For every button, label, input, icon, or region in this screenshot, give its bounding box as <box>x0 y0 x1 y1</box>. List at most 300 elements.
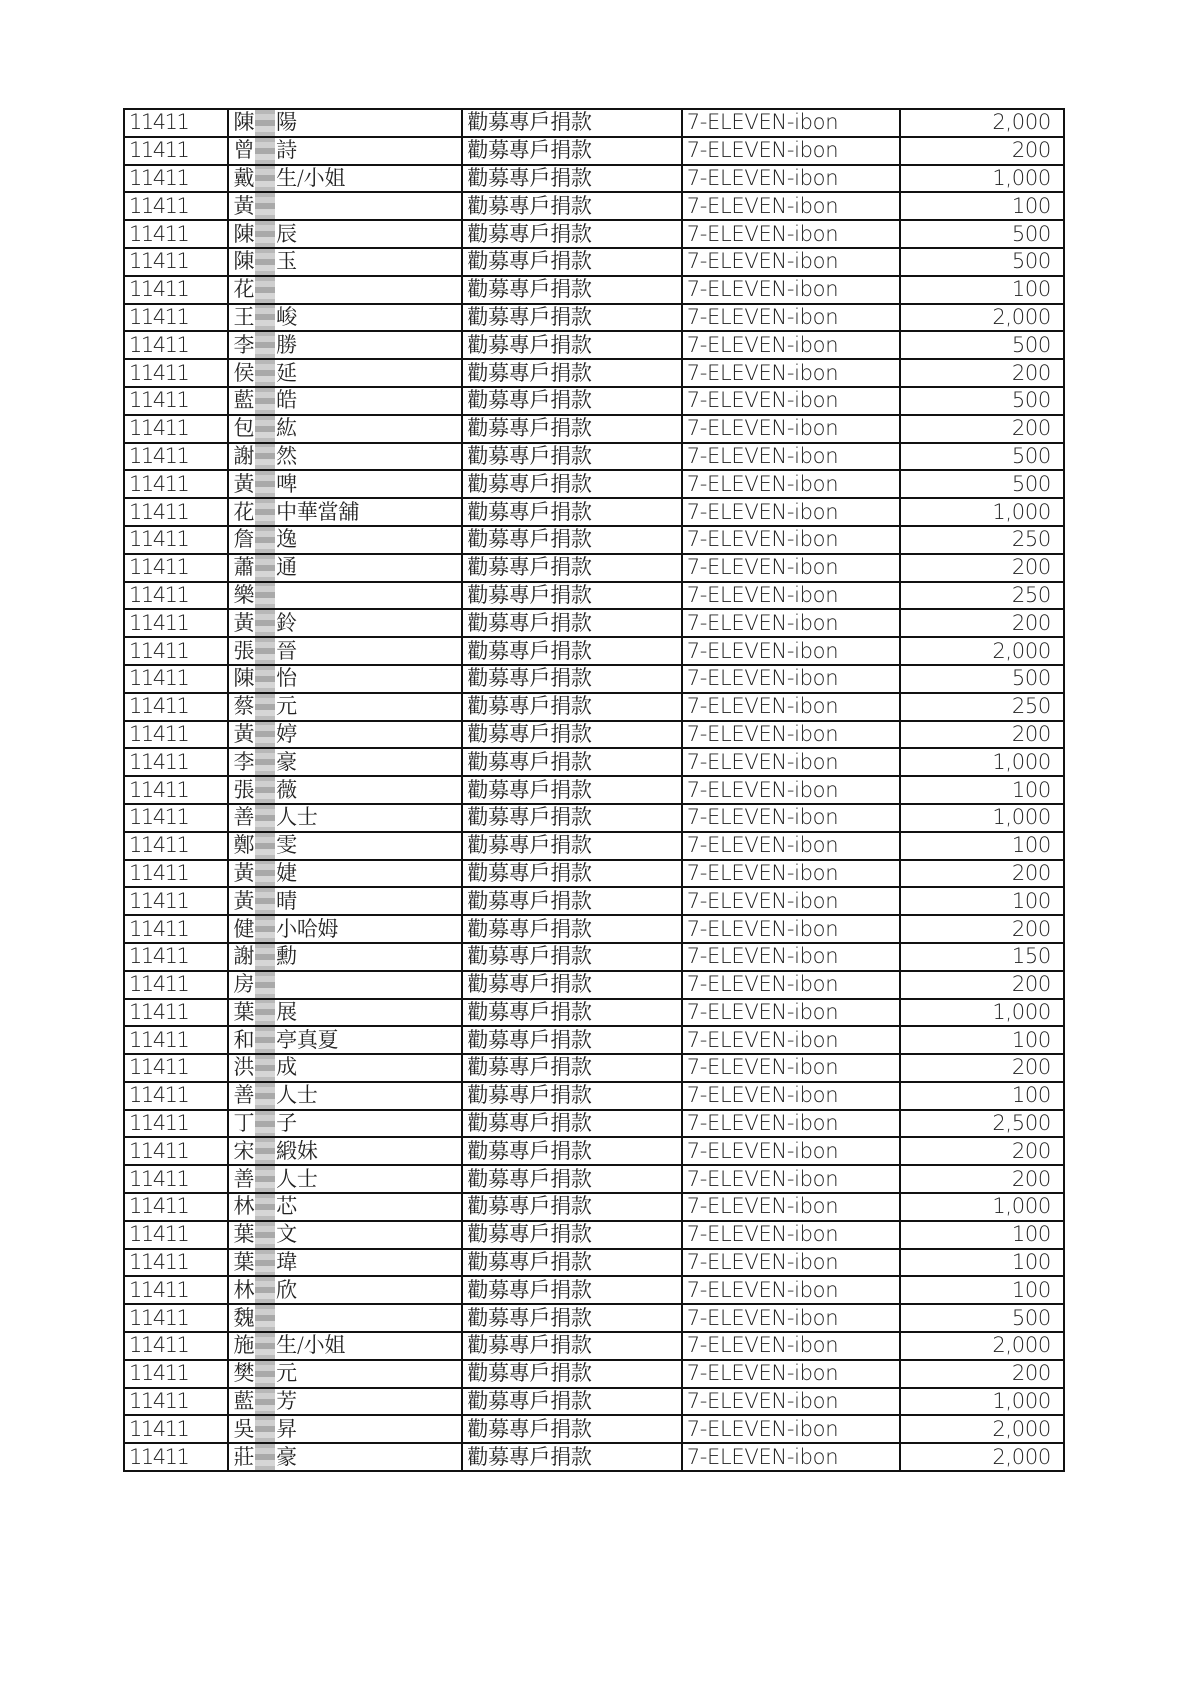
donation-type-cell: 勸募專戶捐款 <box>462 582 681 610</box>
payment-channel-cell: 7-ELEVEN-ibon <box>682 526 900 554</box>
payment-channel-cell: 7-ELEVEN-ibon <box>682 137 900 165</box>
payment-channel-cell: 7-ELEVEN-ibon <box>682 554 900 582</box>
period-cell: 11411 <box>124 526 228 554</box>
donor-surname: 黃 <box>233 610 255 635</box>
table-row <box>124 999 1064 1027</box>
donor-name-cell <box>228 1165 462 1193</box>
donor-name-cell <box>228 832 462 860</box>
donor-surname: 善 <box>233 805 255 830</box>
amount-cell: 500 <box>900 387 1064 415</box>
donor-surname: 洪 <box>233 1055 255 1080</box>
period-cell: 11411 <box>124 1082 228 1110</box>
period-cell: 11411 <box>124 665 228 693</box>
payment-channel-cell: 7-ELEVEN-ibon <box>682 387 900 415</box>
donor-given-name: 辰 <box>276 221 297 246</box>
table-row <box>124 748 1064 776</box>
donor-name-cell <box>228 304 462 332</box>
payment-channel-cell: 7-ELEVEN-ibon <box>682 887 900 915</box>
donor-surname: 黃 <box>233 471 255 496</box>
donor-given-name: 鈴 <box>276 610 297 635</box>
donor-given-name: 亭真夏 <box>276 1027 339 1052</box>
amount-cell: 100 <box>900 1221 1064 1249</box>
donor-name-cell <box>228 1249 462 1277</box>
payment-channel-cell: 7-ELEVEN-ibon <box>682 1360 900 1388</box>
amount-cell: 500 <box>900 1304 1064 1332</box>
donor-surname: 張 <box>233 777 255 802</box>
donation-type-cell: 勸募專戶捐款 <box>462 165 681 193</box>
amount-cell: 200 <box>900 415 1064 443</box>
donor-surname: 侯 <box>233 360 255 385</box>
payment-channel-cell: 7-ELEVEN-ibon <box>682 693 900 721</box>
amount-cell: 500 <box>900 470 1064 498</box>
payment-channel-cell: 7-ELEVEN-ibon <box>682 1137 900 1165</box>
amount-cell: 2,000 <box>900 304 1064 332</box>
redaction-mosaic <box>255 1026 275 1054</box>
payment-channel-cell: 7-ELEVEN-ibon <box>682 498 900 526</box>
donor-surname: 陳 <box>233 249 255 274</box>
period-cell: 11411 <box>124 582 228 610</box>
amount-cell: 1,000 <box>900 999 1064 1027</box>
amount-cell: 1,000 <box>900 498 1064 526</box>
redaction-mosaic <box>255 999 275 1027</box>
donation-type-cell: 勸募專戶捐款 <box>462 387 681 415</box>
table-row <box>124 887 1064 915</box>
payment-channel-cell: 7-ELEVEN-ibon <box>682 1193 900 1221</box>
donor-surname: 葉 <box>233 999 255 1024</box>
donor-given-name: 晴 <box>276 888 297 913</box>
table-row <box>124 832 1064 860</box>
period-cell: 11411 <box>124 1137 228 1165</box>
donor-given-name: 豪 <box>276 1444 297 1469</box>
period-cell: 11411 <box>124 832 228 860</box>
donor-name-cell <box>228 1026 462 1054</box>
amount-cell: 500 <box>900 220 1064 248</box>
amount-cell: 200 <box>900 137 1064 165</box>
redaction-mosaic <box>255 359 275 387</box>
payment-channel-cell: 7-ELEVEN-ibon <box>682 415 900 443</box>
period-cell: 11411 <box>124 276 228 304</box>
donor-name-cell <box>228 165 462 193</box>
period-cell: 11411 <box>124 498 228 526</box>
donation-type-cell: 勸募專戶捐款 <box>462 1110 681 1138</box>
donation-type-cell: 勸募專戶捐款 <box>462 192 681 220</box>
payment-channel-cell: 7-ELEVEN-ibon <box>682 1165 900 1193</box>
amount-cell: 2,500 <box>900 1110 1064 1138</box>
donor-given-name: 怡 <box>276 666 297 691</box>
period-cell: 11411 <box>124 1110 228 1138</box>
donor-given-name: 通 <box>276 555 297 580</box>
payment-channel-cell: 7-ELEVEN-ibon <box>682 1249 900 1277</box>
donation-type-cell: 勸募專戶捐款 <box>462 1137 681 1165</box>
donation-type-cell: 勸募專戶捐款 <box>462 443 681 471</box>
donation-type-cell: 勸募專戶捐款 <box>462 415 681 443</box>
redaction-mosaic <box>255 721 275 749</box>
payment-channel-cell: 7-ELEVEN-ibon <box>682 943 900 971</box>
table-row <box>124 1443 1064 1471</box>
redaction-mosaic <box>255 1360 275 1388</box>
donor-surname: 包 <box>233 416 255 441</box>
table-row <box>124 609 1064 637</box>
period-cell: 11411 <box>124 776 228 804</box>
donor-given-name: 雯 <box>276 833 297 858</box>
redaction-mosaic <box>255 526 275 554</box>
payment-channel-cell: 7-ELEVEN-ibon <box>682 109 900 137</box>
payment-channel-cell: 7-ELEVEN-ibon <box>682 331 900 359</box>
table-row <box>124 1082 1064 1110</box>
redaction-mosaic <box>255 1276 275 1304</box>
amount-cell: 100 <box>900 276 1064 304</box>
donor-name-cell <box>228 748 462 776</box>
redaction-mosaic <box>255 915 275 943</box>
donor-name-cell <box>228 1110 462 1138</box>
donor-name-cell <box>228 1415 462 1443</box>
amount-cell: 250 <box>900 582 1064 610</box>
donor-name-cell <box>228 137 462 165</box>
donor-name-cell <box>228 220 462 248</box>
redaction-mosaic <box>255 1249 275 1277</box>
donor-given-name: 延 <box>276 360 297 385</box>
redaction-mosaic <box>255 665 275 693</box>
payment-channel-cell: 7-ELEVEN-ibon <box>682 1221 900 1249</box>
donation-type-cell: 勸募專戶捐款 <box>462 1221 681 1249</box>
period-cell: 11411 <box>124 387 228 415</box>
donor-given-name: 小哈姆 <box>276 916 339 941</box>
donor-name-cell <box>228 915 462 943</box>
period-cell: 11411 <box>124 1388 228 1416</box>
donor-surname: 黃 <box>233 193 255 218</box>
table-row <box>124 1415 1064 1443</box>
donation-type-cell: 勸募專戶捐款 <box>462 609 681 637</box>
redaction-mosaic <box>255 804 275 832</box>
payment-channel-cell: 7-ELEVEN-ibon <box>682 359 900 387</box>
donor-surname: 善 <box>233 1166 255 1191</box>
table-row <box>124 1360 1064 1388</box>
donor-surname: 魏 <box>233 1305 255 1330</box>
redaction-mosaic <box>255 832 275 860</box>
donor-surname: 藍 <box>233 388 255 413</box>
donor-given-name: 人士 <box>276 1083 318 1108</box>
donation-type-cell: 勸募專戶捐款 <box>462 748 681 776</box>
donation-type-cell: 勸募專戶捐款 <box>462 304 681 332</box>
donor-given-name: 元 <box>276 1361 297 1386</box>
donor-surname: 藍 <box>233 1389 255 1414</box>
payment-channel-cell: 7-ELEVEN-ibon <box>682 220 900 248</box>
amount-cell: 100 <box>900 776 1064 804</box>
donor-given-name: 峻 <box>276 304 297 329</box>
donor-given-name: 啤 <box>276 471 297 496</box>
payment-channel-cell: 7-ELEVEN-ibon <box>682 776 900 804</box>
donor-surname: 葉 <box>233 1250 255 1275</box>
payment-channel-cell: 7-ELEVEN-ibon <box>682 1443 900 1471</box>
donor-given-name: 豪 <box>276 749 297 774</box>
donation-type-cell: 勸募專戶捐款 <box>462 248 681 276</box>
amount-cell: 250 <box>900 526 1064 554</box>
payment-channel-cell: 7-ELEVEN-ibon <box>682 165 900 193</box>
amount-cell: 200 <box>900 721 1064 749</box>
redaction-mosaic <box>255 582 275 610</box>
donor-surname: 陳 <box>233 666 255 691</box>
donor-given-name: 人士 <box>276 1166 318 1191</box>
redaction-mosaic <box>255 637 275 665</box>
table-row <box>124 443 1064 471</box>
amount-cell: 200 <box>900 359 1064 387</box>
donor-name-cell <box>228 1137 462 1165</box>
donor-name-cell <box>228 776 462 804</box>
donor-name-cell <box>228 470 462 498</box>
period-cell: 11411 <box>124 1443 228 1471</box>
donor-surname: 樂 <box>233 582 255 607</box>
donor-surname: 和 <box>233 1027 255 1052</box>
amount-cell: 200 <box>900 609 1064 637</box>
donor-surname: 陳 <box>233 221 255 246</box>
period-cell: 11411 <box>124 443 228 471</box>
redaction-mosaic <box>255 304 275 332</box>
donor-surname: 李 <box>233 749 255 774</box>
donor-surname: 花 <box>233 499 255 524</box>
table-row <box>124 721 1064 749</box>
redaction-mosaic <box>255 220 275 248</box>
redaction-mosaic <box>255 693 275 721</box>
donation-type-cell: 勸募專戶捐款 <box>462 693 681 721</box>
payment-channel-cell: 7-ELEVEN-ibon <box>682 832 900 860</box>
donor-name-cell <box>228 887 462 915</box>
period-cell: 11411 <box>124 971 228 999</box>
table-row <box>124 693 1064 721</box>
donor-name-cell <box>228 999 462 1027</box>
donor-surname: 鄭 <box>233 833 255 858</box>
donor-name-cell <box>228 637 462 665</box>
donor-name-cell <box>228 693 462 721</box>
donor-name-cell <box>228 609 462 637</box>
donation-type-cell: 勸募專戶捐款 <box>462 1082 681 1110</box>
payment-channel-cell: 7-ELEVEN-ibon <box>682 1026 900 1054</box>
donor-surname: 李 <box>233 332 255 357</box>
donor-name-cell <box>228 526 462 554</box>
period-cell: 11411 <box>124 1332 228 1360</box>
donor-surname: 謝 <box>233 443 255 468</box>
donor-surname: 蕭 <box>233 555 255 580</box>
redaction-mosaic <box>255 1304 275 1332</box>
table-row <box>124 470 1064 498</box>
donation-type-cell: 勸募專戶捐款 <box>462 887 681 915</box>
amount-cell: 200 <box>900 1137 1064 1165</box>
redaction-mosaic <box>255 192 275 220</box>
table-row <box>124 582 1064 610</box>
donor-surname: 戴 <box>233 165 255 190</box>
period-cell: 11411 <box>124 943 228 971</box>
donation-type-cell: 勸募專戶捐款 <box>462 1443 681 1471</box>
donor-name-cell <box>228 665 462 693</box>
donation-type-cell: 勸募專戶捐款 <box>462 915 681 943</box>
table-row <box>124 220 1064 248</box>
table-row <box>124 498 1064 526</box>
donor-given-name: 皓 <box>276 388 297 413</box>
table-row <box>124 331 1064 359</box>
donor-given-name: 中華當舖 <box>276 499 359 524</box>
payment-channel-cell: 7-ELEVEN-ibon <box>682 1332 900 1360</box>
donor-given-name: 欣 <box>276 1277 297 1302</box>
redaction-mosaic <box>255 165 275 193</box>
period-cell: 11411 <box>124 359 228 387</box>
amount-cell: 1,000 <box>900 1193 1064 1221</box>
redaction-mosaic <box>255 1165 275 1193</box>
redaction-mosaic <box>255 971 275 999</box>
redaction-mosaic <box>255 1193 275 1221</box>
table-row <box>124 1276 1064 1304</box>
amount-cell: 2,000 <box>900 1415 1064 1443</box>
period-cell: 11411 <box>124 887 228 915</box>
donation-type-cell: 勸募專戶捐款 <box>462 1165 681 1193</box>
amount-cell: 100 <box>900 192 1064 220</box>
table-row <box>124 1332 1064 1360</box>
donor-name-cell <box>228 192 462 220</box>
donor-surname: 施 <box>233 1333 255 1358</box>
donor-name-cell <box>228 1443 462 1471</box>
donation-type-cell: 勸募專戶捐款 <box>462 554 681 582</box>
donor-given-name: 晉 <box>276 638 297 663</box>
period-cell: 11411 <box>124 1276 228 1304</box>
table-row <box>124 359 1064 387</box>
donor-surname: 張 <box>233 638 255 663</box>
redaction-mosaic <box>255 1388 275 1416</box>
donor-given-name: 芳 <box>276 1389 297 1414</box>
period-cell: 11411 <box>124 331 228 359</box>
donor-given-name: 陽 <box>276 110 297 135</box>
period-cell: 11411 <box>124 304 228 332</box>
redaction-mosaic <box>255 1415 275 1443</box>
table-row <box>124 1193 1064 1221</box>
table-row <box>124 109 1064 137</box>
donation-type-cell: 勸募專戶捐款 <box>462 470 681 498</box>
period-cell: 11411 <box>124 609 228 637</box>
donor-given-name: 然 <box>276 443 297 468</box>
donor-name-cell <box>228 1332 462 1360</box>
amount-cell: 200 <box>900 1165 1064 1193</box>
payment-channel-cell: 7-ELEVEN-ibon <box>682 248 900 276</box>
amount-cell: 500 <box>900 248 1064 276</box>
donor-name-cell <box>228 943 462 971</box>
donor-surname: 黃 <box>233 721 255 746</box>
donation-table <box>123 108 1065 1472</box>
period-cell: 11411 <box>124 1415 228 1443</box>
donor-surname: 黃 <box>233 860 255 885</box>
payment-channel-cell: 7-ELEVEN-ibon <box>682 609 900 637</box>
donor-given-name: 勝 <box>276 332 297 357</box>
amount-cell: 500 <box>900 665 1064 693</box>
amount-cell: 250 <box>900 693 1064 721</box>
donor-surname: 黃 <box>233 888 255 913</box>
payment-channel-cell: 7-ELEVEN-ibon <box>682 971 900 999</box>
donor-given-name: 紘 <box>276 416 297 441</box>
donation-type-cell: 勸募專戶捐款 <box>462 1388 681 1416</box>
donor-name-cell <box>228 359 462 387</box>
donor-surname: 樊 <box>233 1361 255 1386</box>
amount-cell: 2,000 <box>900 1332 1064 1360</box>
donation-type-cell: 勸募專戶捐款 <box>462 804 681 832</box>
donor-given-name: 生/小姐 <box>276 165 346 190</box>
payment-channel-cell: 7-ELEVEN-ibon <box>682 1082 900 1110</box>
donor-given-name: 展 <box>276 999 297 1024</box>
amount-cell: 2,000 <box>900 1443 1064 1471</box>
donor-surname: 蔡 <box>233 694 255 719</box>
donation-type-cell: 勸募專戶捐款 <box>462 999 681 1027</box>
donor-surname: 林 <box>233 1194 255 1219</box>
table-row <box>124 943 1064 971</box>
amount-cell: 1,000 <box>900 1388 1064 1416</box>
amount-cell: 1,000 <box>900 748 1064 776</box>
donor-surname: 吳 <box>233 1416 255 1441</box>
donation-type-cell: 勸募專戶捐款 <box>462 1026 681 1054</box>
amount-cell: 200 <box>900 915 1064 943</box>
table-row <box>124 1026 1064 1054</box>
donor-surname: 詹 <box>233 527 255 552</box>
donation-type-cell: 勸募專戶捐款 <box>462 1276 681 1304</box>
period-cell: 11411 <box>124 999 228 1027</box>
donor-surname: 房 <box>233 972 255 997</box>
amount-cell: 200 <box>900 1360 1064 1388</box>
donor-name-cell <box>228 1221 462 1249</box>
donor-name-cell <box>228 248 462 276</box>
period-cell: 11411 <box>124 220 228 248</box>
donor-name-cell <box>228 1276 462 1304</box>
donation-type-cell: 勸募專戶捐款 <box>462 137 681 165</box>
period-cell: 11411 <box>124 860 228 888</box>
period-cell: 11411 <box>124 470 228 498</box>
period-cell: 11411 <box>124 165 228 193</box>
redaction-mosaic <box>255 331 275 359</box>
donor-name-cell <box>228 1360 462 1388</box>
period-cell: 11411 <box>124 1165 228 1193</box>
donation-type-cell: 勸募專戶捐款 <box>462 776 681 804</box>
amount-cell: 100 <box>900 1249 1064 1277</box>
amount-cell: 100 <box>900 1082 1064 1110</box>
donor-name-cell <box>228 1082 462 1110</box>
donation-type-cell: 勸募專戶捐款 <box>462 1193 681 1221</box>
redaction-mosaic <box>255 943 275 971</box>
donor-surname: 花 <box>233 277 255 302</box>
redaction-mosaic <box>255 1110 275 1138</box>
payment-channel-cell: 7-ELEVEN-ibon <box>682 860 900 888</box>
redaction-mosaic <box>255 1221 275 1249</box>
table-row <box>124 1110 1064 1138</box>
period-cell: 11411 <box>124 248 228 276</box>
donor-given-name: 昇 <box>276 1416 297 1441</box>
donor-surname: 善 <box>233 1083 255 1108</box>
donor-name-cell <box>228 498 462 526</box>
table-row <box>124 415 1064 443</box>
redaction-mosaic <box>255 1082 275 1110</box>
table-row <box>124 526 1064 554</box>
payment-channel-cell: 7-ELEVEN-ibon <box>682 637 900 665</box>
amount-cell: 200 <box>900 971 1064 999</box>
period-cell: 11411 <box>124 748 228 776</box>
period-cell: 11411 <box>124 415 228 443</box>
amount-cell: 100 <box>900 832 1064 860</box>
amount-cell: 2,000 <box>900 637 1064 665</box>
redaction-mosaic <box>255 443 275 471</box>
redaction-mosaic <box>255 1054 275 1082</box>
table-row <box>124 665 1064 693</box>
redaction-mosaic <box>255 1332 275 1360</box>
donor-name-cell <box>228 721 462 749</box>
payment-channel-cell: 7-ELEVEN-ibon <box>682 1110 900 1138</box>
donation-type-cell: 勸募專戶捐款 <box>462 665 681 693</box>
amount-cell: 500 <box>900 443 1064 471</box>
donation-type-cell: 勸募專戶捐款 <box>462 943 681 971</box>
period-cell: 11411 <box>124 915 228 943</box>
donor-given-name: 婷 <box>276 721 297 746</box>
amount-cell: 1,000 <box>900 165 1064 193</box>
